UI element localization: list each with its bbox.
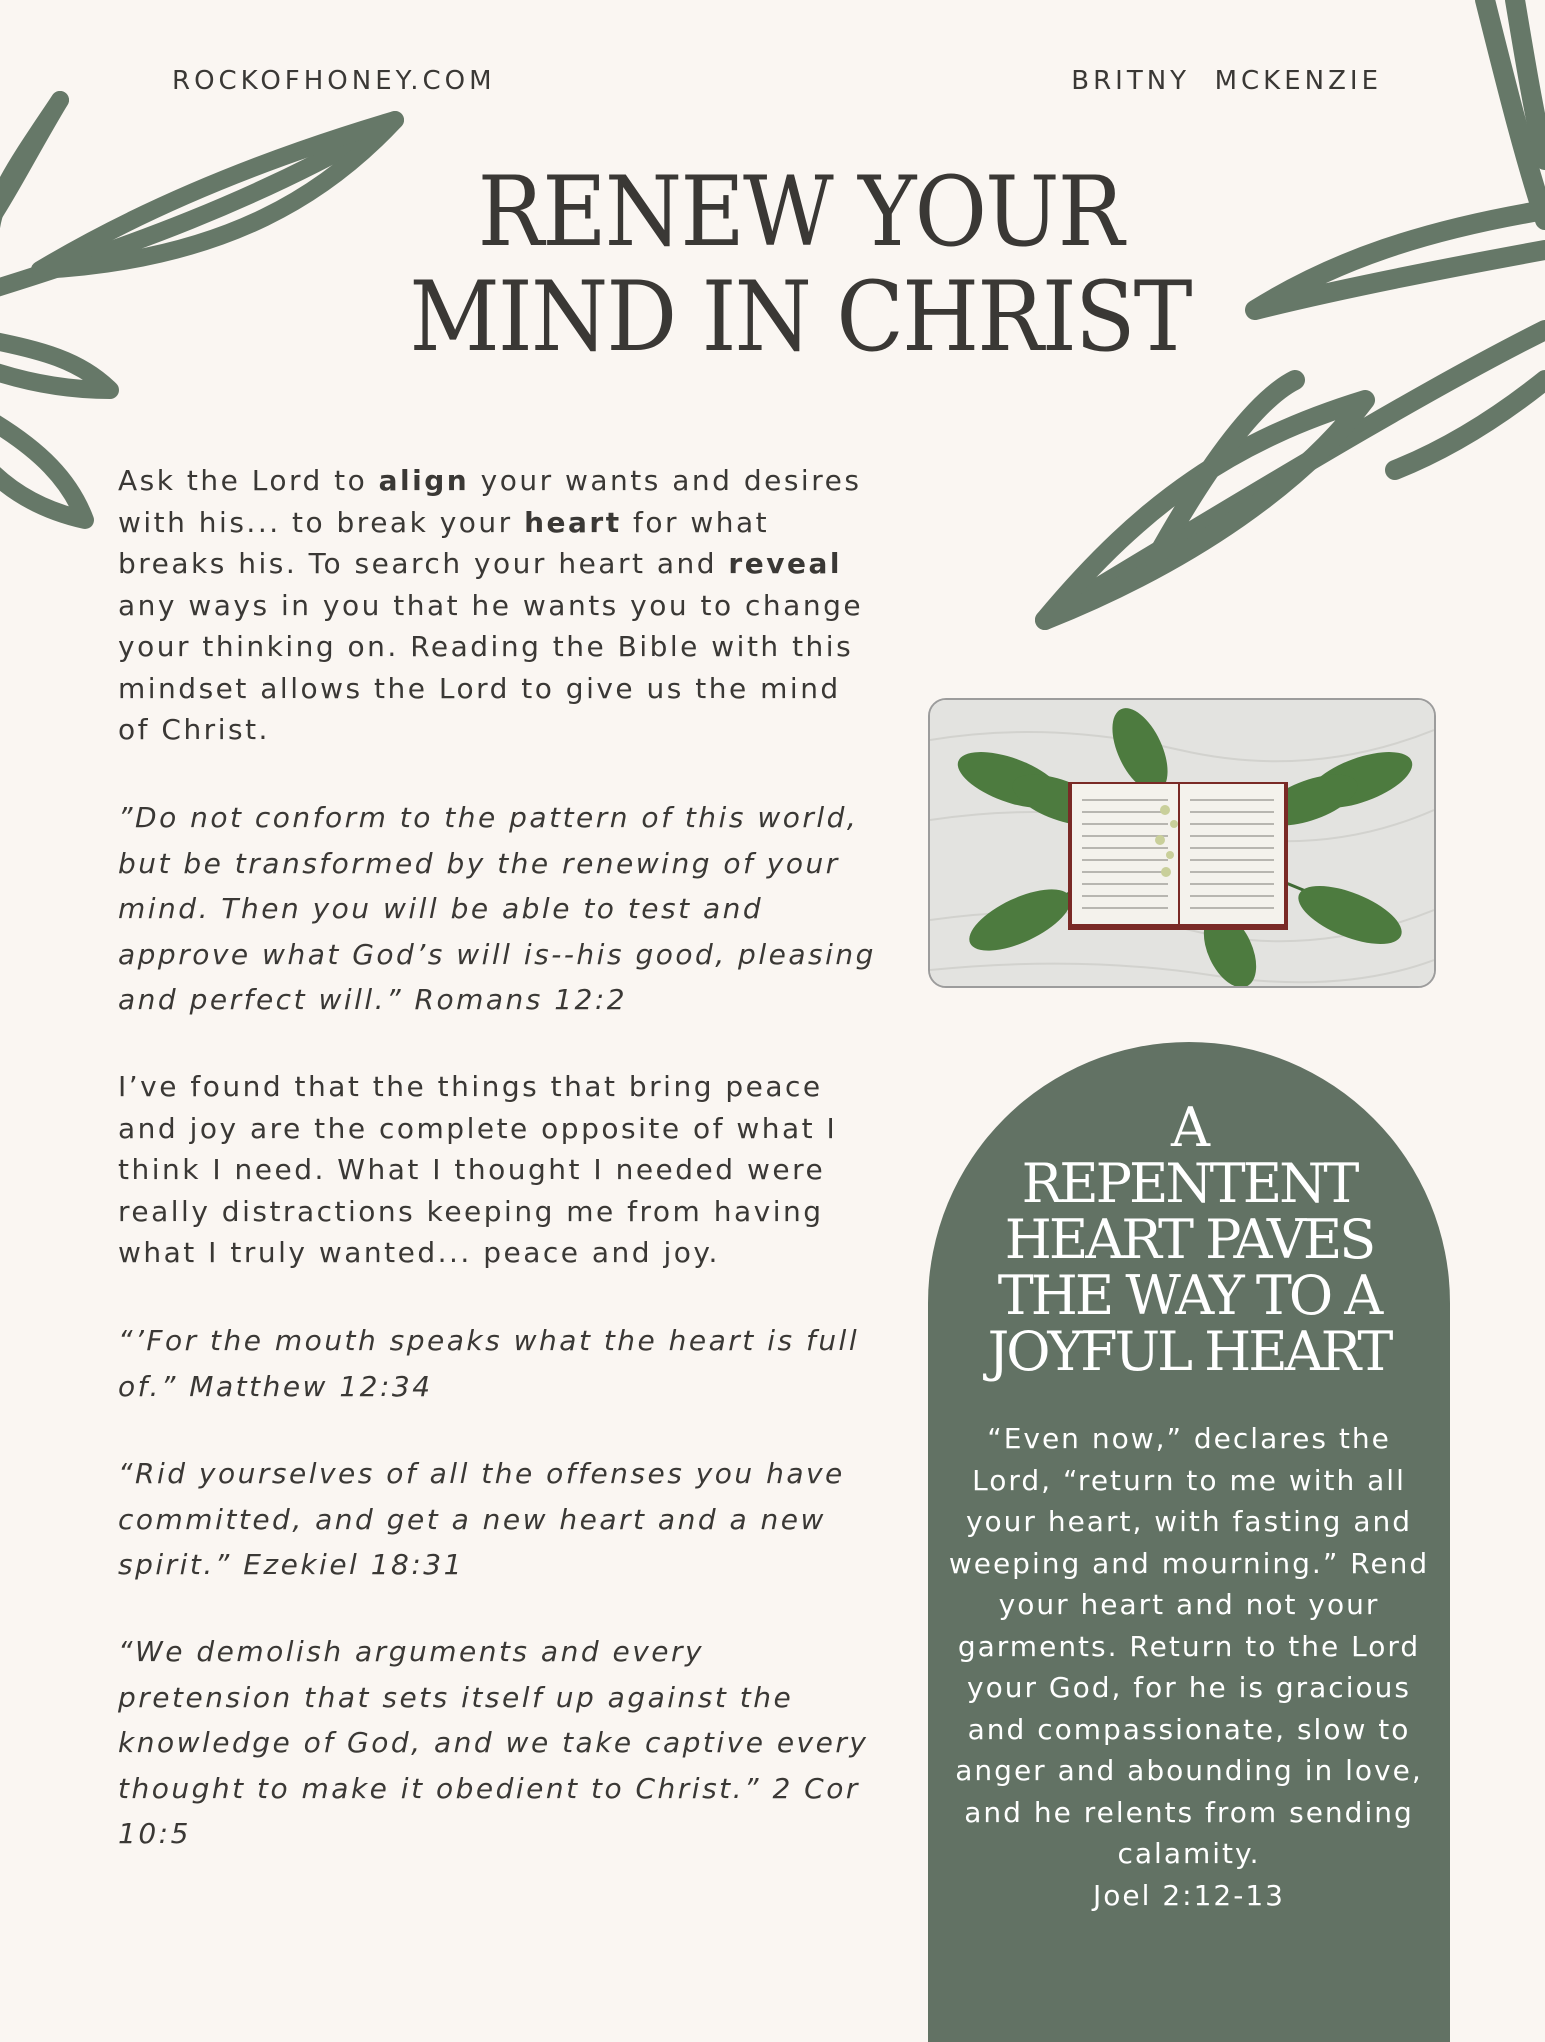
quote-matthew: “’For the mouth speaks what the heart is full of.” Matthew 12:34 xyxy=(118,1324,860,1403)
callout-title-line: A xyxy=(1171,1096,1207,1159)
page-title xyxy=(300,156,1300,373)
intro-text-3: for what breaks his. To search your heart and xyxy=(118,505,770,580)
intro-paragraph xyxy=(118,460,878,751)
callout-arch xyxy=(928,1042,1450,2042)
callout-verse-text: “Even now,” declares the Lord, “return to me with all your heart, with fasting and weeping and mourning.” Rend your heart and not your garments. Return to the Lord your God, for he is gracious and compassionate, slow to anger and abounding in love, and he relents from sending calamity. xyxy=(948,1422,1430,1870)
reflection-paragraph: I’ve found that the things that bring peace and joy are the complete opposite of what I think I need. What I thought I needed were really distractions keeping me from having what I truly wanted... peace and joy. xyxy=(118,1070,838,1269)
callout-verse xyxy=(948,1418,1430,1916)
intro-bold-align: align xyxy=(378,464,470,497)
intro-bold-heart: heart xyxy=(524,505,622,539)
site-url: ROCKOFHONEY.COM xyxy=(172,66,496,96)
callout-title-line: REPENTENT xyxy=(1021,1152,1357,1215)
title-line-1: RENEW YOUR xyxy=(477,156,1123,268)
author-name: BRITNY MCKENZIE xyxy=(1071,66,1382,96)
bible-fern-photo xyxy=(928,698,1436,988)
quote-romans: ”Do not conform to the pattern of this world, but be transformed by the renewing of your mind. Then you will be able to test and approve what God’s will is--his good, pleasing and perfect will.” Romans 12:2 xyxy=(118,801,876,1016)
intro-text-4: any ways in you that he wants you to change your thinking on. Reading the Bible with this mindset allows the Lord to give us the mind of Christ. xyxy=(118,588,864,746)
title-line-2: MIND IN CHRIST xyxy=(409,261,1191,373)
quote-2-corinthians: “We demolish arguments and every pretension that sets itself up against the knowledge of God, and we take captive every thought to make it obedient to Christ.” 2 Cor 10:5 xyxy=(118,1635,869,1850)
intro-bold-reveal: reveal xyxy=(728,547,842,580)
intro-text-2: your wants and desires with his... to break your xyxy=(118,464,862,539)
quote-ezekiel: “Rid yourselves of all the offenses you have committed, and get a new heart and a new spirit.” Ezekiel 18:31 xyxy=(118,1457,845,1581)
callout-title-line: HEART PAVES xyxy=(1004,1208,1374,1271)
callout-verse-reference: Joel 2:12-13 xyxy=(1093,1878,1285,1912)
callout-title-line: JOYFUL HEART xyxy=(987,1320,1391,1383)
callout-title xyxy=(928,1096,1450,1383)
intro-text-1: Ask the Lord to xyxy=(118,464,379,497)
callout-title-line: THE WAY TO A xyxy=(997,1264,1381,1327)
